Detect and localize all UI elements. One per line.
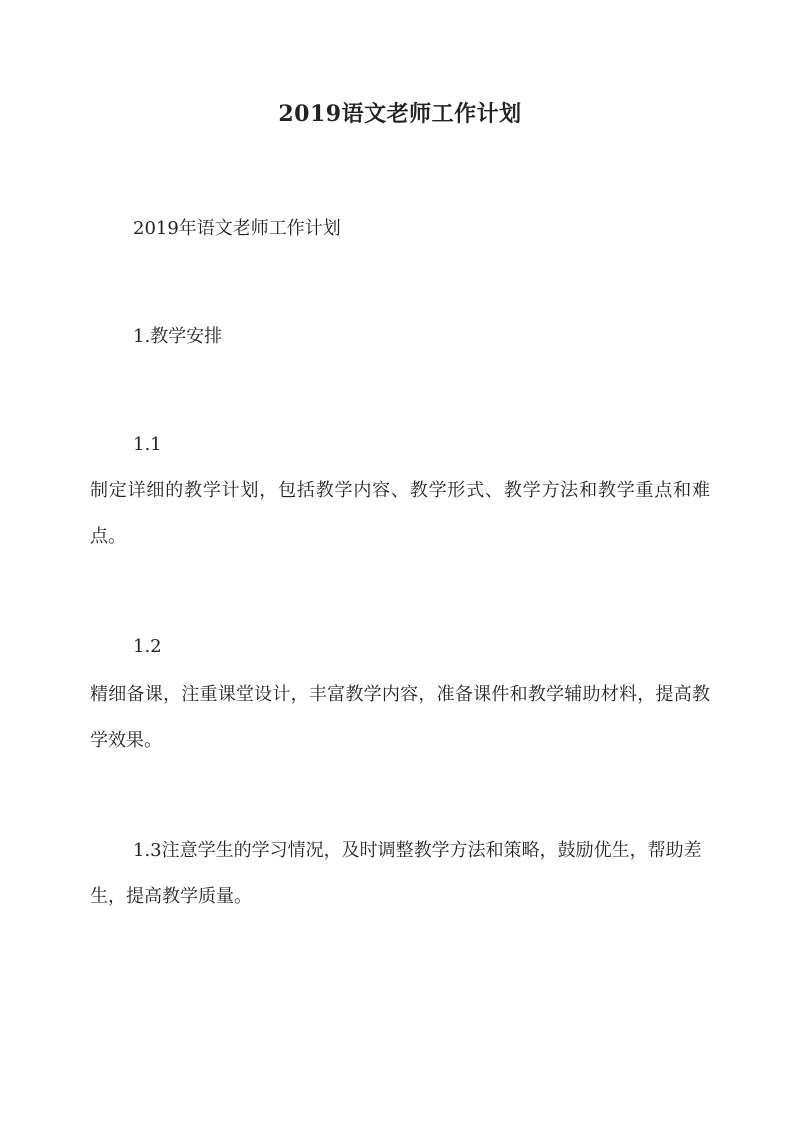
item-number: 1.2 bbox=[133, 636, 162, 657]
document-subtitle: 2019年语文老师工作计划 bbox=[133, 218, 341, 239]
item-number: 1.1 bbox=[133, 434, 162, 455]
item-text: 制定详细的教学计划，包括教学内容、教学形式、教学方法和教学重点和难点。 bbox=[90, 480, 710, 547]
document-title: 2019语文老师工作计划 bbox=[278, 101, 522, 127]
item-text: 精细备课，注重课堂设计，丰富教学内容，准备课件和教学辅助材料，提高教学效果。 bbox=[90, 684, 710, 751]
item-text: 1.3注意学生的学习情况，及时调整教学方法和策略，鼓励优生，帮助差生，提高教学质量。 bbox=[90, 840, 702, 907]
section-heading: 1.教学安排 bbox=[133, 326, 223, 347]
